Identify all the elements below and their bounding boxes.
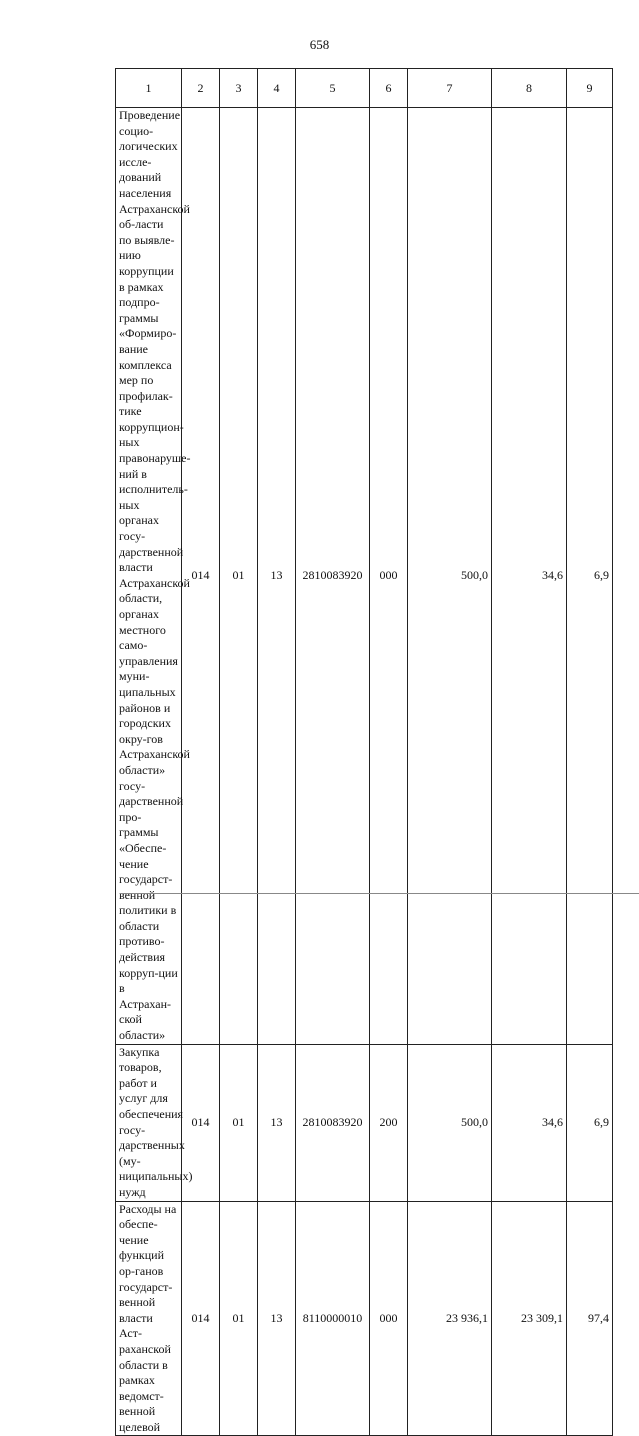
cell-col4: 13 [258, 1044, 296, 1201]
header-row [116, 69, 613, 108]
cell-col8: 23 309,1 [492, 1201, 567, 1436]
header-cell: 5 [296, 69, 370, 108]
cell-col4: 13 [258, 1201, 296, 1436]
cell-col2: 014 [182, 1201, 220, 1436]
cell-col9: 6,9 [567, 1044, 613, 1201]
cell-col5: 2810083920 [296, 1044, 370, 1201]
row-description: Расходы на обеспе-чение функций ор-ганов государст-венной власти Аст-раханской области в рамках ведомст-венной целевой [116, 1201, 182, 1436]
cell-col3: 01 [220, 1044, 258, 1201]
row-description: Проведение социо-логических иссле-дований населения Астраханской об-ласти по выявле-нию коррупции в рамках подпро-граммы «Формиро-вание комплекса мер по профилак-тике коррупцион-ных правонаруше-ний в исполнитель-ных органах госу-дарственной власти Астраханской области, органах местного само-управления муни-ципальных районов и городских окру-гов Астраханской области» госу-дарственной про-граммы «Обеспе-чение государст-венной политики в области противо-действия корруп-ции в Астрахан-ской области» [116, 108, 182, 1045]
cell-col7: 500,0 [408, 108, 492, 1045]
header-cell: 3 [220, 69, 258, 108]
cell-col9: 6,9 [567, 108, 613, 1045]
cell-col4: 13 [258, 108, 296, 1045]
budget-table [115, 68, 613, 1436]
table-row [116, 1044, 613, 1201]
cell-col8: 34,6 [492, 108, 567, 1045]
page-bottom-rule [120, 893, 639, 894]
table-row [116, 108, 613, 1045]
cell-col8: 34,6 [492, 1044, 567, 1201]
row-description: Закупка товаров, работ и услуг для обеспечения госу-дарственных (му-ниципальных) нужд [116, 1044, 182, 1201]
header-cell: 4 [258, 69, 296, 108]
header-cell: 9 [567, 69, 613, 108]
table-row [116, 1201, 613, 1436]
cell-col6: 200 [370, 1044, 408, 1201]
cell-col2: 014 [182, 1044, 220, 1201]
cell-col6: 000 [370, 108, 408, 1045]
cell-col6: 000 [370, 1201, 408, 1436]
header-cell: 8 [492, 69, 567, 108]
page-number: 658 [309, 37, 330, 52]
header-cell: 2 [182, 69, 220, 108]
cell-col5: 2810083920 [296, 108, 370, 1045]
header-cell: 7 [408, 69, 492, 108]
cell-col7: 23 936,1 [408, 1201, 492, 1436]
header-cell: 6 [370, 69, 408, 108]
cell-col3: 01 [220, 1201, 258, 1436]
header-cell: 1 [116, 69, 182, 108]
cell-col9: 97,4 [567, 1201, 613, 1436]
cell-col7: 500,0 [408, 1044, 492, 1201]
cell-col5: 8110000010 [296, 1201, 370, 1436]
cell-col3: 01 [220, 108, 258, 1045]
cell-col2: 014 [182, 108, 220, 1045]
